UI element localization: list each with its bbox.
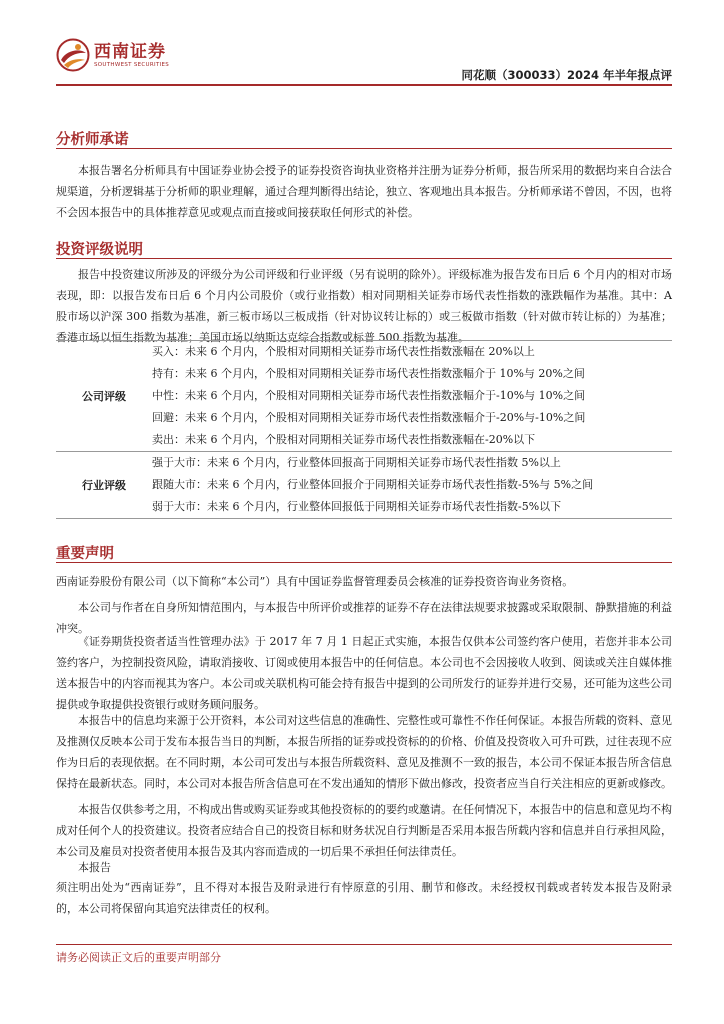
rating-table (56, 340, 672, 519)
disclaimer-paragraph-1: 西南证券股份有限公司（以下简称“本公司”）具有中国证券监督管理委员会核准的证券投资咨询业务资格。 (56, 575, 574, 588)
disclaimer-paragraph-6-heading: 本报告 (78, 861, 111, 874)
company-rating-hold: 持有：未来 6 个月内，个股相对同期相关证券市场代表性指数涨幅介于 10%与 20%之间 (152, 367, 585, 380)
disclaimer-paragraph-5: 本报告仅供参考之用，不构成出售或购买证券或其他投资标的的要约或邀请。在任何情况下，本报告中的信息和意见均不构成对任何个人的投资建议。投资者应结合自己的投资目标和财务状况自行判断是否采用本报告所载内容和信息并自行承担风险，本公司及雇员对投资者使用本报告及其内容而造成的一切后果不承担任何法律责任。 (56, 803, 672, 858)
footer-divider (56, 944, 672, 945)
industry-rating-label: 行业评级 (82, 479, 126, 492)
report-title: 同花顺（300033）2024 年半年报点评 (461, 68, 672, 82)
rating-intro-text: 报告中投资建议所涉及的评级分为公司评级和行业评级（另有说明的除外）。评级标准为报告发布日后 6 个月内的相对市场表现，即：以报告发布日后 6 个月内公司股价（或行业指数）相对同期相关证券市场代表性指数的涨跌幅作为基准。其中：A 股市场以沪深 300 指数为基准，新三板市场以三板成指（针对协议转让标的）或三板做市指数（针对做市转让标的）为基准；香港市场以恒生指数为基准；美国市场以纳斯达克综合指数或标普 500 指数为基准。 (56, 268, 672, 344)
industry-rating-underperform: 弱于大市：未来 6 个月内，行业整体回报低于同期相关证券市场代表性指数-5%以下 (152, 500, 562, 513)
company-rating-label: 公司评级 (82, 390, 126, 403)
disclaimer-section-title: 重要声明 (56, 546, 114, 562)
analyst-commitment-text: 本报告署名分析师具有中国证券业协会授予的证券投资咨询执业资格并注册为证券分析师，报告所采用的数据均来自合法合规渠道，分析逻辑基于分析师的职业理解，通过合理判断得出结论，独立、客观地出具本报告。分析师承诺不曾因，不因，也将不会因本报告中的具体推荐意见或观点而直接或间接获取任何形式的补偿。 (56, 164, 672, 219)
industry-rating-group (56, 452, 672, 519)
company-rating-group (56, 341, 672, 452)
disclaimer-section-divider (56, 562, 672, 563)
industry-rating-outperform: 强于大市：未来 6 个月内，行业整体回报高于同期相关证券市场代表性指数 5%以上 (152, 456, 561, 469)
company-logo (56, 38, 169, 72)
industry-rating-market-perform: 跟随大市：未来 6 个月内，行业整体回报介于同期相关证券市场代表性指数-5%与 5%之间 (152, 478, 594, 491)
logo-english-name: SOUTHWEST SECURITIES (94, 62, 170, 68)
logo-chinese-name: 西南证券 (94, 42, 166, 62)
page-footer (56, 944, 672, 965)
header-divider (56, 84, 672, 86)
disclaimer-paragraph-4: 本报告中的信息均来源于公开资料，本公司对这些信息的准确性、完整性或可靠性不作任何保证。本报告所载的资料、意见及推测仅反映本公司于发布本报告当日的判断，本报告所指的证券或投资标的的价格、价值及投资收入可升可跌，过往表现不应作为日后的表现依据。在不同时期，本公司可发出与本报告所载资料、意见及推测不一致的报告，本公司不保证本报告所含信息保持在最新状态。同时，本公司对本报告所含信息可在不发出通知的情形下做出修改，投资者应当自行关注相应的更新或修改。 (56, 714, 672, 790)
disclaimer-paragraph-6: 须注明出处为“西南证券”，且不得对本报告及附录进行有悖原意的引用、删节和修改。未经授权刊载或者转发本报告及附录的，本公司将保留向其追究法律责任的权利。 (56, 881, 672, 915)
disclaimer-paragraph-2: 本公司与作者在自身所知情范围内，与本报告中所评价或推荐的证券不存在法律法规要求披露或采取限制、静默措施的利益冲突。 (56, 601, 672, 635)
rating-section-title: 投资评级说明 (56, 242, 143, 258)
company-rating-sell: 卖出：未来 6 个月内，个股相对同期相关证券市场代表性指数涨幅在-20%以下 (152, 433, 536, 446)
company-rating-buy: 买入：未来 6 个月内，个股相对同期相关证券市场代表性指数涨幅在 20%以上 (152, 345, 535, 358)
logo-icon (56, 38, 90, 72)
rating-section-divider (56, 258, 672, 259)
analyst-section-divider (56, 148, 672, 149)
company-rating-neutral: 中性：未来 6 个月内，个股相对同期相关证券市场代表性指数涨幅介于-10%与 10%之间 (152, 389, 586, 402)
page-header (56, 38, 672, 88)
footer-notice: 请务必阅读正文后的重要声明部分 (56, 951, 221, 964)
disclaimer-paragraph-3: 《证券期货投资者适当性管理办法》于 2017 年 7 月 1 日起正式实施，本报告仅供本公司签约客户使用，若您并非本公司签约客户，为控制投资风险，请取消接收、订阅或使用本报告中的任何信息。本公司也不会因接收人收到、阅读或关注自媒体推送本报告中的内容而视其为客户。本公司或关联机构可能会持有报告中提到的公司所发行的证券并进行交易，还可能为这些公司提供或争取提供投资银行或财务顾问服务。 (56, 635, 672, 711)
company-rating-avoid: 回避：未来 6 个月内，个股相对同期相关证券市场代表性指数涨幅介于-20%与-10%之间 (152, 411, 586, 424)
analyst-section-title: 分析师承诺 (56, 132, 129, 148)
